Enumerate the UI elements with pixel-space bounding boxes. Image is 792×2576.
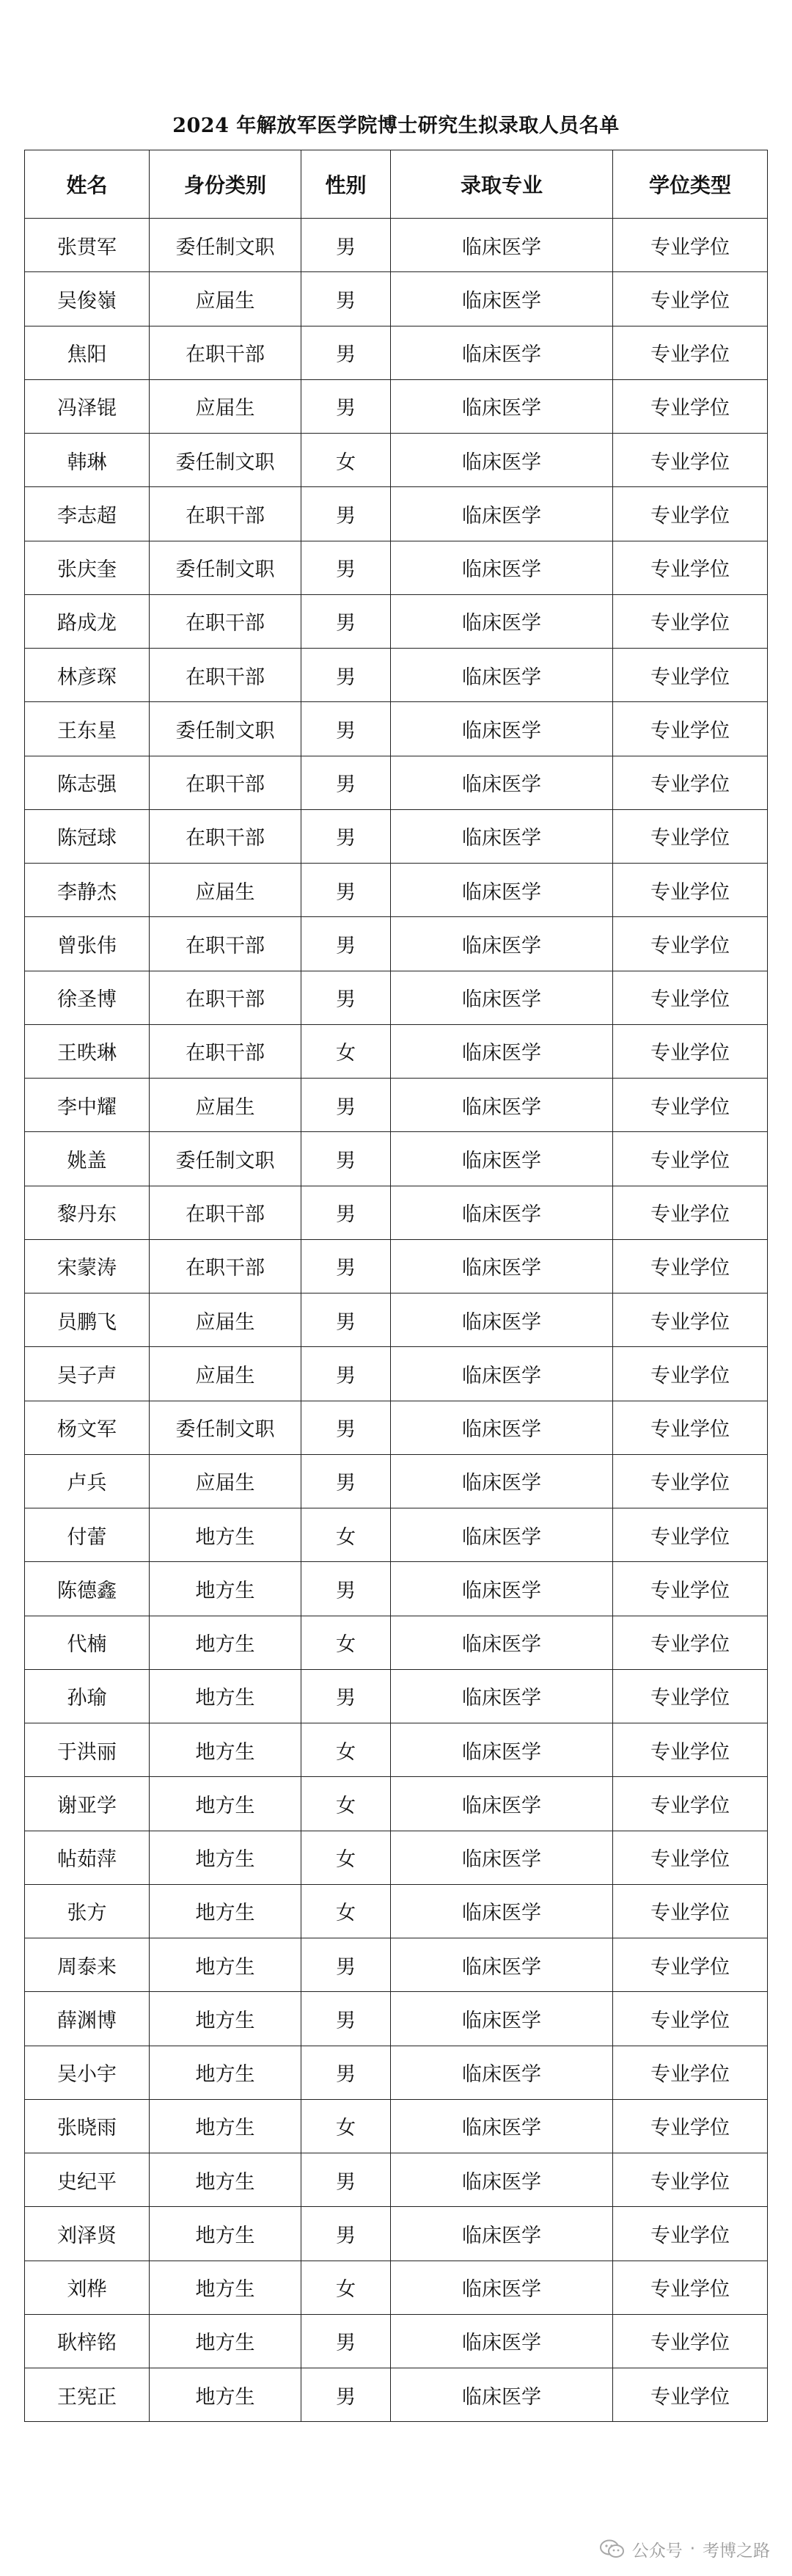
cell-identity: 应届生 <box>150 1347 301 1401</box>
cell-major: 临床医学 <box>391 1079 613 1132</box>
table-row <box>25 1132 768 1186</box>
page-title: 2024 年解放军医学院博士研究生拟录取人员名单 <box>172 114 620 137</box>
cell-name: 吴小宇 <box>25 2046 150 2099</box>
cell-identity: 地方生 <box>150 1938 301 1992</box>
cell-gender: 男 <box>301 1186 391 1239</box>
cell-degree: 专业学位 <box>613 1079 768 1132</box>
cell-major: 临床医学 <box>391 2046 613 2099</box>
cell-degree: 专业学位 <box>613 541 768 594</box>
table-row <box>25 594 768 648</box>
cell-gender: 男 <box>301 219 391 272</box>
cell-major: 临床医学 <box>391 1186 613 1239</box>
table-row <box>25 326 768 379</box>
cell-name: 薛渊博 <box>25 1992 150 2046</box>
table-row <box>25 2099 768 2153</box>
cell-major: 临床医学 <box>391 1294 613 1347</box>
cell-name: 王昳琳 <box>25 1024 150 1078</box>
cell-gender: 男 <box>301 1132 391 1186</box>
cell-major: 临床医学 <box>391 434 613 487</box>
cell-name: 帖茹萍 <box>25 1831 150 1884</box>
cell-degree: 专业学位 <box>613 2046 768 2099</box>
cell-identity: 应届生 <box>150 864 301 917</box>
table-row <box>25 2368 768 2422</box>
cell-gender: 男 <box>301 2153 391 2207</box>
table-row <box>25 434 768 487</box>
cell-major: 临床医学 <box>391 756 613 809</box>
table-row <box>25 219 768 272</box>
table-row <box>25 2314 768 2368</box>
table-row <box>25 1723 768 1777</box>
cell-degree: 专业学位 <box>613 219 768 272</box>
cell-name: 李静杰 <box>25 864 150 917</box>
cell-gender: 男 <box>301 272 391 326</box>
cell-major: 临床医学 <box>391 2207 613 2261</box>
cell-gender: 女 <box>301 2099 391 2153</box>
cell-major: 临床医学 <box>391 326 613 379</box>
table-row <box>25 1079 768 1132</box>
cell-degree: 专业学位 <box>613 594 768 648</box>
cell-identity: 委任制文职 <box>150 541 301 594</box>
cell-major: 临床医学 <box>391 379 613 433</box>
cell-identity: 在职干部 <box>150 1239 301 1293</box>
cell-degree: 专业学位 <box>613 1562 768 1616</box>
cell-name: 曾张伟 <box>25 917 150 971</box>
cell-identity: 在职干部 <box>150 1186 301 1239</box>
cell-gender: 男 <box>301 1347 391 1401</box>
cell-major: 临床医学 <box>391 1616 613 1669</box>
cell-name: 陈冠球 <box>25 809 150 863</box>
cell-gender: 男 <box>301 379 391 433</box>
watermark-account: 考博之路 <box>703 2541 770 2561</box>
cell-name: 黎丹东 <box>25 1186 150 1239</box>
cell-gender: 女 <box>301 1831 391 1884</box>
table-row <box>25 649 768 702</box>
cell-name: 陈志强 <box>25 756 150 809</box>
cell-identity: 委任制文职 <box>150 434 301 487</box>
cell-identity: 在职干部 <box>150 917 301 971</box>
cell-name: 李中耀 <box>25 1079 150 1132</box>
cell-name: 王宪正 <box>25 2368 150 2422</box>
header-degree: 学位类型 <box>613 150 768 219</box>
watermark <box>600 2534 770 2564</box>
cell-gender: 男 <box>301 1992 391 2046</box>
cell-gender: 男 <box>301 487 391 541</box>
cell-name: 韩琳 <box>25 434 150 487</box>
cell-identity: 地方生 <box>150 2099 301 2153</box>
cell-degree: 专业学位 <box>613 1347 768 1401</box>
cell-degree: 专业学位 <box>613 1401 768 1454</box>
cell-identity: 在职干部 <box>150 809 301 863</box>
cell-major: 临床医学 <box>391 809 613 863</box>
cell-major: 临床医学 <box>391 702 613 756</box>
cell-identity: 地方生 <box>150 1616 301 1669</box>
cell-name: 林彦琛 <box>25 649 150 702</box>
cell-major: 临床医学 <box>391 1454 613 1508</box>
cell-degree: 专业学位 <box>613 1938 768 1992</box>
cell-major: 临床医学 <box>391 1669 613 1723</box>
table-row <box>25 2153 768 2207</box>
table-row <box>25 1454 768 1508</box>
cell-identity: 在职干部 <box>150 649 301 702</box>
table-row <box>25 1884 768 1938</box>
table-row <box>25 2207 768 2261</box>
table-row <box>25 702 768 756</box>
cell-name: 陈德鑫 <box>25 1562 150 1616</box>
cell-identity: 在职干部 <box>150 326 301 379</box>
cell-gender: 女 <box>301 434 391 487</box>
cell-gender: 男 <box>301 1401 391 1454</box>
cell-degree: 专业学位 <box>613 2261 768 2314</box>
cell-degree: 专业学位 <box>613 2207 768 2261</box>
cell-degree: 专业学位 <box>613 864 768 917</box>
cell-degree: 专业学位 <box>613 379 768 433</box>
cell-name: 于洪丽 <box>25 1723 150 1777</box>
table-row <box>25 1294 768 1347</box>
cell-degree: 专业学位 <box>613 1132 768 1186</box>
cell-gender: 男 <box>301 2368 391 2422</box>
cell-identity: 在职干部 <box>150 487 301 541</box>
cell-degree: 专业学位 <box>613 1508 768 1562</box>
watermark-separator: · <box>689 2539 695 2558</box>
table-header-row <box>25 150 768 219</box>
cell-gender: 男 <box>301 971 391 1024</box>
cell-degree: 专业学位 <box>613 1239 768 1293</box>
table-row <box>25 1992 768 2046</box>
cell-major: 临床医学 <box>391 1777 613 1831</box>
header-identity: 身份类别 <box>150 150 301 219</box>
cell-gender: 男 <box>301 1079 391 1132</box>
cell-gender: 男 <box>301 917 391 971</box>
cell-name: 谢亚学 <box>25 1777 150 1831</box>
table-row <box>25 1239 768 1293</box>
cell-name: 代楠 <box>25 1616 150 1669</box>
cell-identity: 地方生 <box>150 1777 301 1831</box>
cell-gender: 女 <box>301 1777 391 1831</box>
cell-gender: 男 <box>301 326 391 379</box>
cell-degree: 专业学位 <box>613 2314 768 2368</box>
cell-major: 临床医学 <box>391 1831 613 1884</box>
cell-identity: 地方生 <box>150 2046 301 2099</box>
cell-major: 临床医学 <box>391 594 613 648</box>
cell-identity: 委任制文职 <box>150 1401 301 1454</box>
wechat-official-account-icon <box>600 2539 625 2558</box>
cell-gender: 女 <box>301 2261 391 2314</box>
cell-degree: 专业学位 <box>613 1024 768 1078</box>
cell-name: 徐圣博 <box>25 971 150 1024</box>
cell-identity: 应届生 <box>150 1454 301 1508</box>
admission-table <box>24 150 768 2422</box>
cell-major: 临床医学 <box>391 971 613 1024</box>
cell-gender: 女 <box>301 1616 391 1669</box>
cell-identity: 地方生 <box>150 1992 301 2046</box>
cell-degree: 专业学位 <box>613 809 768 863</box>
table-row <box>25 379 768 433</box>
table-row <box>25 1777 768 1831</box>
table-row <box>25 1616 768 1669</box>
cell-gender: 男 <box>301 864 391 917</box>
table-row <box>25 1347 768 1401</box>
cell-major: 临床医学 <box>391 1401 613 1454</box>
cell-identity: 地方生 <box>150 2261 301 2314</box>
cell-name: 刘泽贤 <box>25 2207 150 2261</box>
cell-degree: 专业学位 <box>613 1616 768 1669</box>
cell-identity: 地方生 <box>150 2153 301 2207</box>
cell-major: 临床医学 <box>391 1347 613 1401</box>
cell-gender: 男 <box>301 1454 391 1508</box>
cell-major: 临床医学 <box>391 1938 613 1992</box>
cell-degree: 专业学位 <box>613 1992 768 2046</box>
cell-name: 周泰来 <box>25 1938 150 1992</box>
cell-gender: 男 <box>301 2207 391 2261</box>
cell-identity: 地方生 <box>150 2368 301 2422</box>
cell-gender: 女 <box>301 1024 391 1078</box>
cell-identity: 应届生 <box>150 1294 301 1347</box>
cell-identity: 地方生 <box>150 1831 301 1884</box>
cell-identity: 应届生 <box>150 272 301 326</box>
cell-gender: 男 <box>301 2314 391 2368</box>
cell-degree: 专业学位 <box>613 434 768 487</box>
cell-major: 临床医学 <box>391 2368 613 2422</box>
table-row <box>25 756 768 809</box>
cell-name: 刘桦 <box>25 2261 150 2314</box>
cell-identity: 委任制文职 <box>150 1132 301 1186</box>
table-row <box>25 809 768 863</box>
cell-name: 宋蒙涛 <box>25 1239 150 1293</box>
cell-identity: 地方生 <box>150 1884 301 1938</box>
cell-degree: 专业学位 <box>613 756 768 809</box>
cell-gender: 男 <box>301 809 391 863</box>
cell-major: 临床医学 <box>391 541 613 594</box>
cell-identity: 地方生 <box>150 2314 301 2368</box>
header-major: 录取专业 <box>391 150 613 219</box>
cell-gender: 女 <box>301 1508 391 1562</box>
cell-gender: 男 <box>301 1562 391 1616</box>
cell-degree: 专业学位 <box>613 326 768 379</box>
table-row <box>25 971 768 1024</box>
table-row <box>25 1401 768 1454</box>
cell-degree: 专业学位 <box>613 702 768 756</box>
header-gender: 性别 <box>301 150 391 219</box>
cell-identity: 地方生 <box>150 1562 301 1616</box>
cell-gender: 女 <box>301 1884 391 1938</box>
table-row <box>25 272 768 326</box>
cell-identity: 应届生 <box>150 379 301 433</box>
cell-identity: 地方生 <box>150 1508 301 1562</box>
cell-gender: 男 <box>301 1938 391 1992</box>
cell-identity: 委任制文职 <box>150 702 301 756</box>
cell-degree: 专业学位 <box>613 272 768 326</box>
cell-name: 李志超 <box>25 487 150 541</box>
cell-identity: 地方生 <box>150 1723 301 1777</box>
cell-degree: 专业学位 <box>613 487 768 541</box>
table-row <box>25 1186 768 1239</box>
cell-major: 临床医学 <box>391 917 613 971</box>
table-row <box>25 864 768 917</box>
table-row <box>25 1562 768 1616</box>
cell-degree: 专业学位 <box>613 649 768 702</box>
table-row <box>25 1024 768 1078</box>
cell-identity: 地方生 <box>150 2207 301 2261</box>
cell-identity: 在职干部 <box>150 756 301 809</box>
table-row <box>25 1831 768 1884</box>
cell-gender: 男 <box>301 1669 391 1723</box>
cell-name: 张方 <box>25 1884 150 1938</box>
cell-name: 路成龙 <box>25 594 150 648</box>
cell-degree: 专业学位 <box>613 1669 768 1723</box>
table-row <box>25 1938 768 1992</box>
cell-name: 史纪平 <box>25 2153 150 2207</box>
cell-gender: 男 <box>301 594 391 648</box>
cell-name: 吴俊嶺 <box>25 272 150 326</box>
cell-major: 临床医学 <box>391 1723 613 1777</box>
cell-name: 姚盖 <box>25 1132 150 1186</box>
cell-name: 杨文军 <box>25 1401 150 1454</box>
cell-degree: 专业学位 <box>613 917 768 971</box>
cell-degree: 专业学位 <box>613 2153 768 2207</box>
cell-degree: 专业学位 <box>613 1777 768 1831</box>
cell-degree: 专业学位 <box>613 2368 768 2422</box>
cell-degree: 专业学位 <box>613 1294 768 1347</box>
cell-major: 临床医学 <box>391 1562 613 1616</box>
cell-major: 临床医学 <box>391 649 613 702</box>
cell-identity: 在职干部 <box>150 1024 301 1078</box>
cell-name: 孙瑜 <box>25 1669 150 1723</box>
cell-identity: 地方生 <box>150 1669 301 1723</box>
cell-identity: 在职干部 <box>150 594 301 648</box>
table-row <box>25 2046 768 2099</box>
cell-gender: 男 <box>301 1239 391 1293</box>
cell-name: 冯泽锟 <box>25 379 150 433</box>
cell-gender: 男 <box>301 541 391 594</box>
cell-degree: 专业学位 <box>613 1884 768 1938</box>
cell-major: 临床医学 <box>391 487 613 541</box>
cell-gender: 男 <box>301 1294 391 1347</box>
cell-degree: 专业学位 <box>613 1831 768 1884</box>
cell-name: 卢兵 <box>25 1454 150 1508</box>
table-row <box>25 541 768 594</box>
table-row <box>25 1508 768 1562</box>
table-row <box>25 917 768 971</box>
watermark-label: 公众号 <box>631 2541 683 2561</box>
cell-gender: 女 <box>301 1723 391 1777</box>
cell-major: 临床医学 <box>391 1239 613 1293</box>
cell-degree: 专业学位 <box>613 2099 768 2153</box>
cell-identity: 应届生 <box>150 1079 301 1132</box>
cell-major: 临床医学 <box>391 1132 613 1186</box>
cell-major: 临床医学 <box>391 2261 613 2314</box>
cell-degree: 专业学位 <box>613 1186 768 1239</box>
cell-major: 临床医学 <box>391 1024 613 1078</box>
cell-major: 临床医学 <box>391 272 613 326</box>
cell-major: 临床医学 <box>391 2153 613 2207</box>
table-row <box>25 2261 768 2314</box>
cell-degree: 专业学位 <box>613 971 768 1024</box>
cell-name: 张庆奎 <box>25 541 150 594</box>
cell-gender: 男 <box>301 756 391 809</box>
cell-name: 耿梓铭 <box>25 2314 150 2368</box>
cell-major: 临床医学 <box>391 219 613 272</box>
cell-name: 王东星 <box>25 702 150 756</box>
table-row <box>25 487 768 541</box>
cell-major: 临床医学 <box>391 1884 613 1938</box>
table-body <box>25 219 768 2422</box>
cell-identity: 委任制文职 <box>150 219 301 272</box>
cell-gender: 男 <box>301 2046 391 2099</box>
cell-gender: 男 <box>301 649 391 702</box>
cell-major: 临床医学 <box>391 1508 613 1562</box>
cell-major: 临床医学 <box>391 864 613 917</box>
cell-name: 付蕾 <box>25 1508 150 1562</box>
cell-degree: 专业学位 <box>613 1454 768 1508</box>
cell-major: 临床医学 <box>391 2314 613 2368</box>
cell-degree: 专业学位 <box>613 1723 768 1777</box>
header-name: 姓名 <box>25 150 150 219</box>
cell-name: 吴子声 <box>25 1347 150 1401</box>
cell-major: 临床医学 <box>391 1992 613 2046</box>
table-row <box>25 1669 768 1723</box>
cell-identity: 在职干部 <box>150 971 301 1024</box>
cell-major: 临床医学 <box>391 2099 613 2153</box>
cell-gender: 男 <box>301 702 391 756</box>
cell-name: 员鹏飞 <box>25 1294 150 1347</box>
cell-name: 焦阳 <box>25 326 150 379</box>
cell-name: 张晓雨 <box>25 2099 150 2153</box>
cell-name: 张贯军 <box>25 219 150 272</box>
